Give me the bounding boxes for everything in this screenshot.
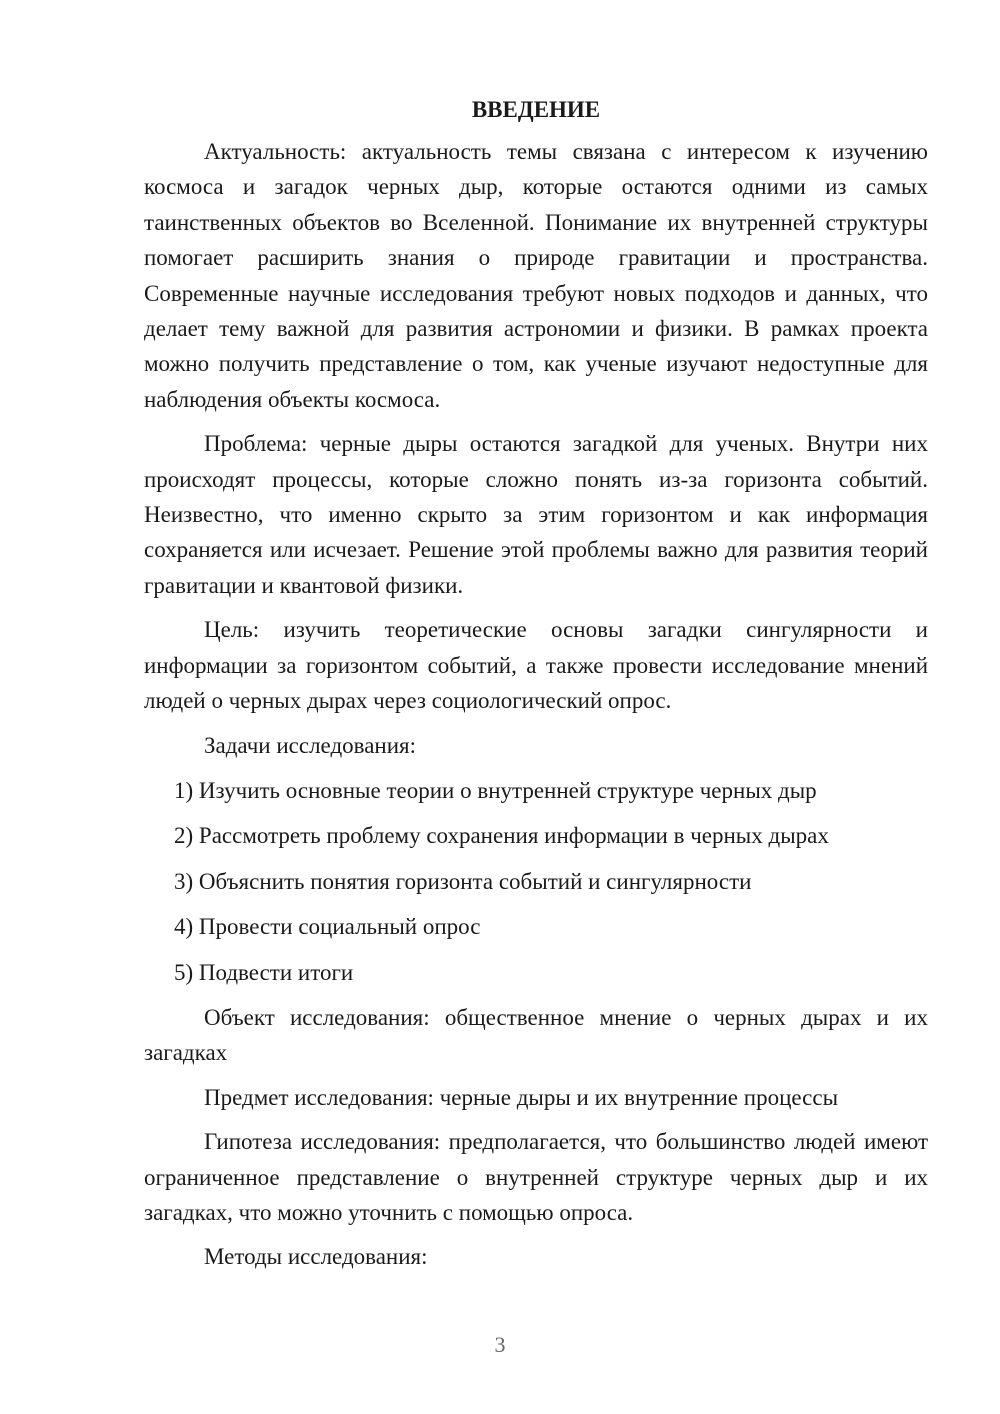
goal-paragraph: Цель: изучить теоретические основы загадки сингулярности и информации за горизонтом событий, а также провести исследование мнений людей о черных дырах через социологический опрос. bbox=[144, 617, 928, 714]
problem-paragraph: Проблема: черные дыры остаются загадкой для ученых. Внутри них происходят процессы, которые сложно понять из-за горизонта событий. Неизвестно, что именно скрыто за этим горизонтом и как информация сохраняется или исчезает. Решение этой проблемы важно для развития теорий гравитации и квантовой физики. bbox=[144, 431, 928, 598]
object-paragraph: Объект исследования: общественное мнение о черных дырах и их загадках bbox=[144, 1004, 928, 1066]
list-item: 4) Провести социальный опрос bbox=[174, 914, 481, 940]
tasks-heading: Задачи исследования: bbox=[204, 732, 417, 758]
list-item: 1) Изучить основные теории о внутренней структуре черных дыр bbox=[174, 777, 817, 803]
list-item: 5) Подвести итоги bbox=[174, 959, 354, 985]
relevance-paragraph: Актуальность: актуальность темы связана с интересом к изучению космоса и загадок черных дыр, которые остаются одними из самых таинственных объектов во Вселенной. Понимание их внутренней структуры помогает расширить знания о природе гравитации и пространства. Современные научные исследования требуют новых подходов и данных, что делает тему важной для развития астрономии и физики. В рамках проекта можно получить представление о том, как ученые изучают недоступные для наблюдения объекты космоса. bbox=[144, 139, 928, 412]
list-item: 2) Рассмотреть проблему сохранения информации в черных дырах bbox=[174, 823, 829, 849]
methods-heading: Методы исследования: bbox=[204, 1244, 428, 1270]
tasks-list bbox=[144, 773, 928, 990]
subject-paragraph: Предмет исследования: черные дыры и их внутренние процессы bbox=[204, 1084, 839, 1110]
list-item: 3) Объяснить понятия горизонта событий и сингулярности bbox=[174, 868, 752, 894]
page-number: 3 bbox=[494, 1332, 506, 1357]
page-title: ВВЕДЕНИЕ bbox=[471, 97, 601, 122]
hypothesis-paragraph: Гипотеза исследования: предполагается, что большинство людей имеют ограниченное представление о внутренней структуре черных дыр и их загадках, что можно уточнить с помощью опроса. bbox=[144, 1129, 928, 1225]
page-body bbox=[144, 96, 928, 1284]
